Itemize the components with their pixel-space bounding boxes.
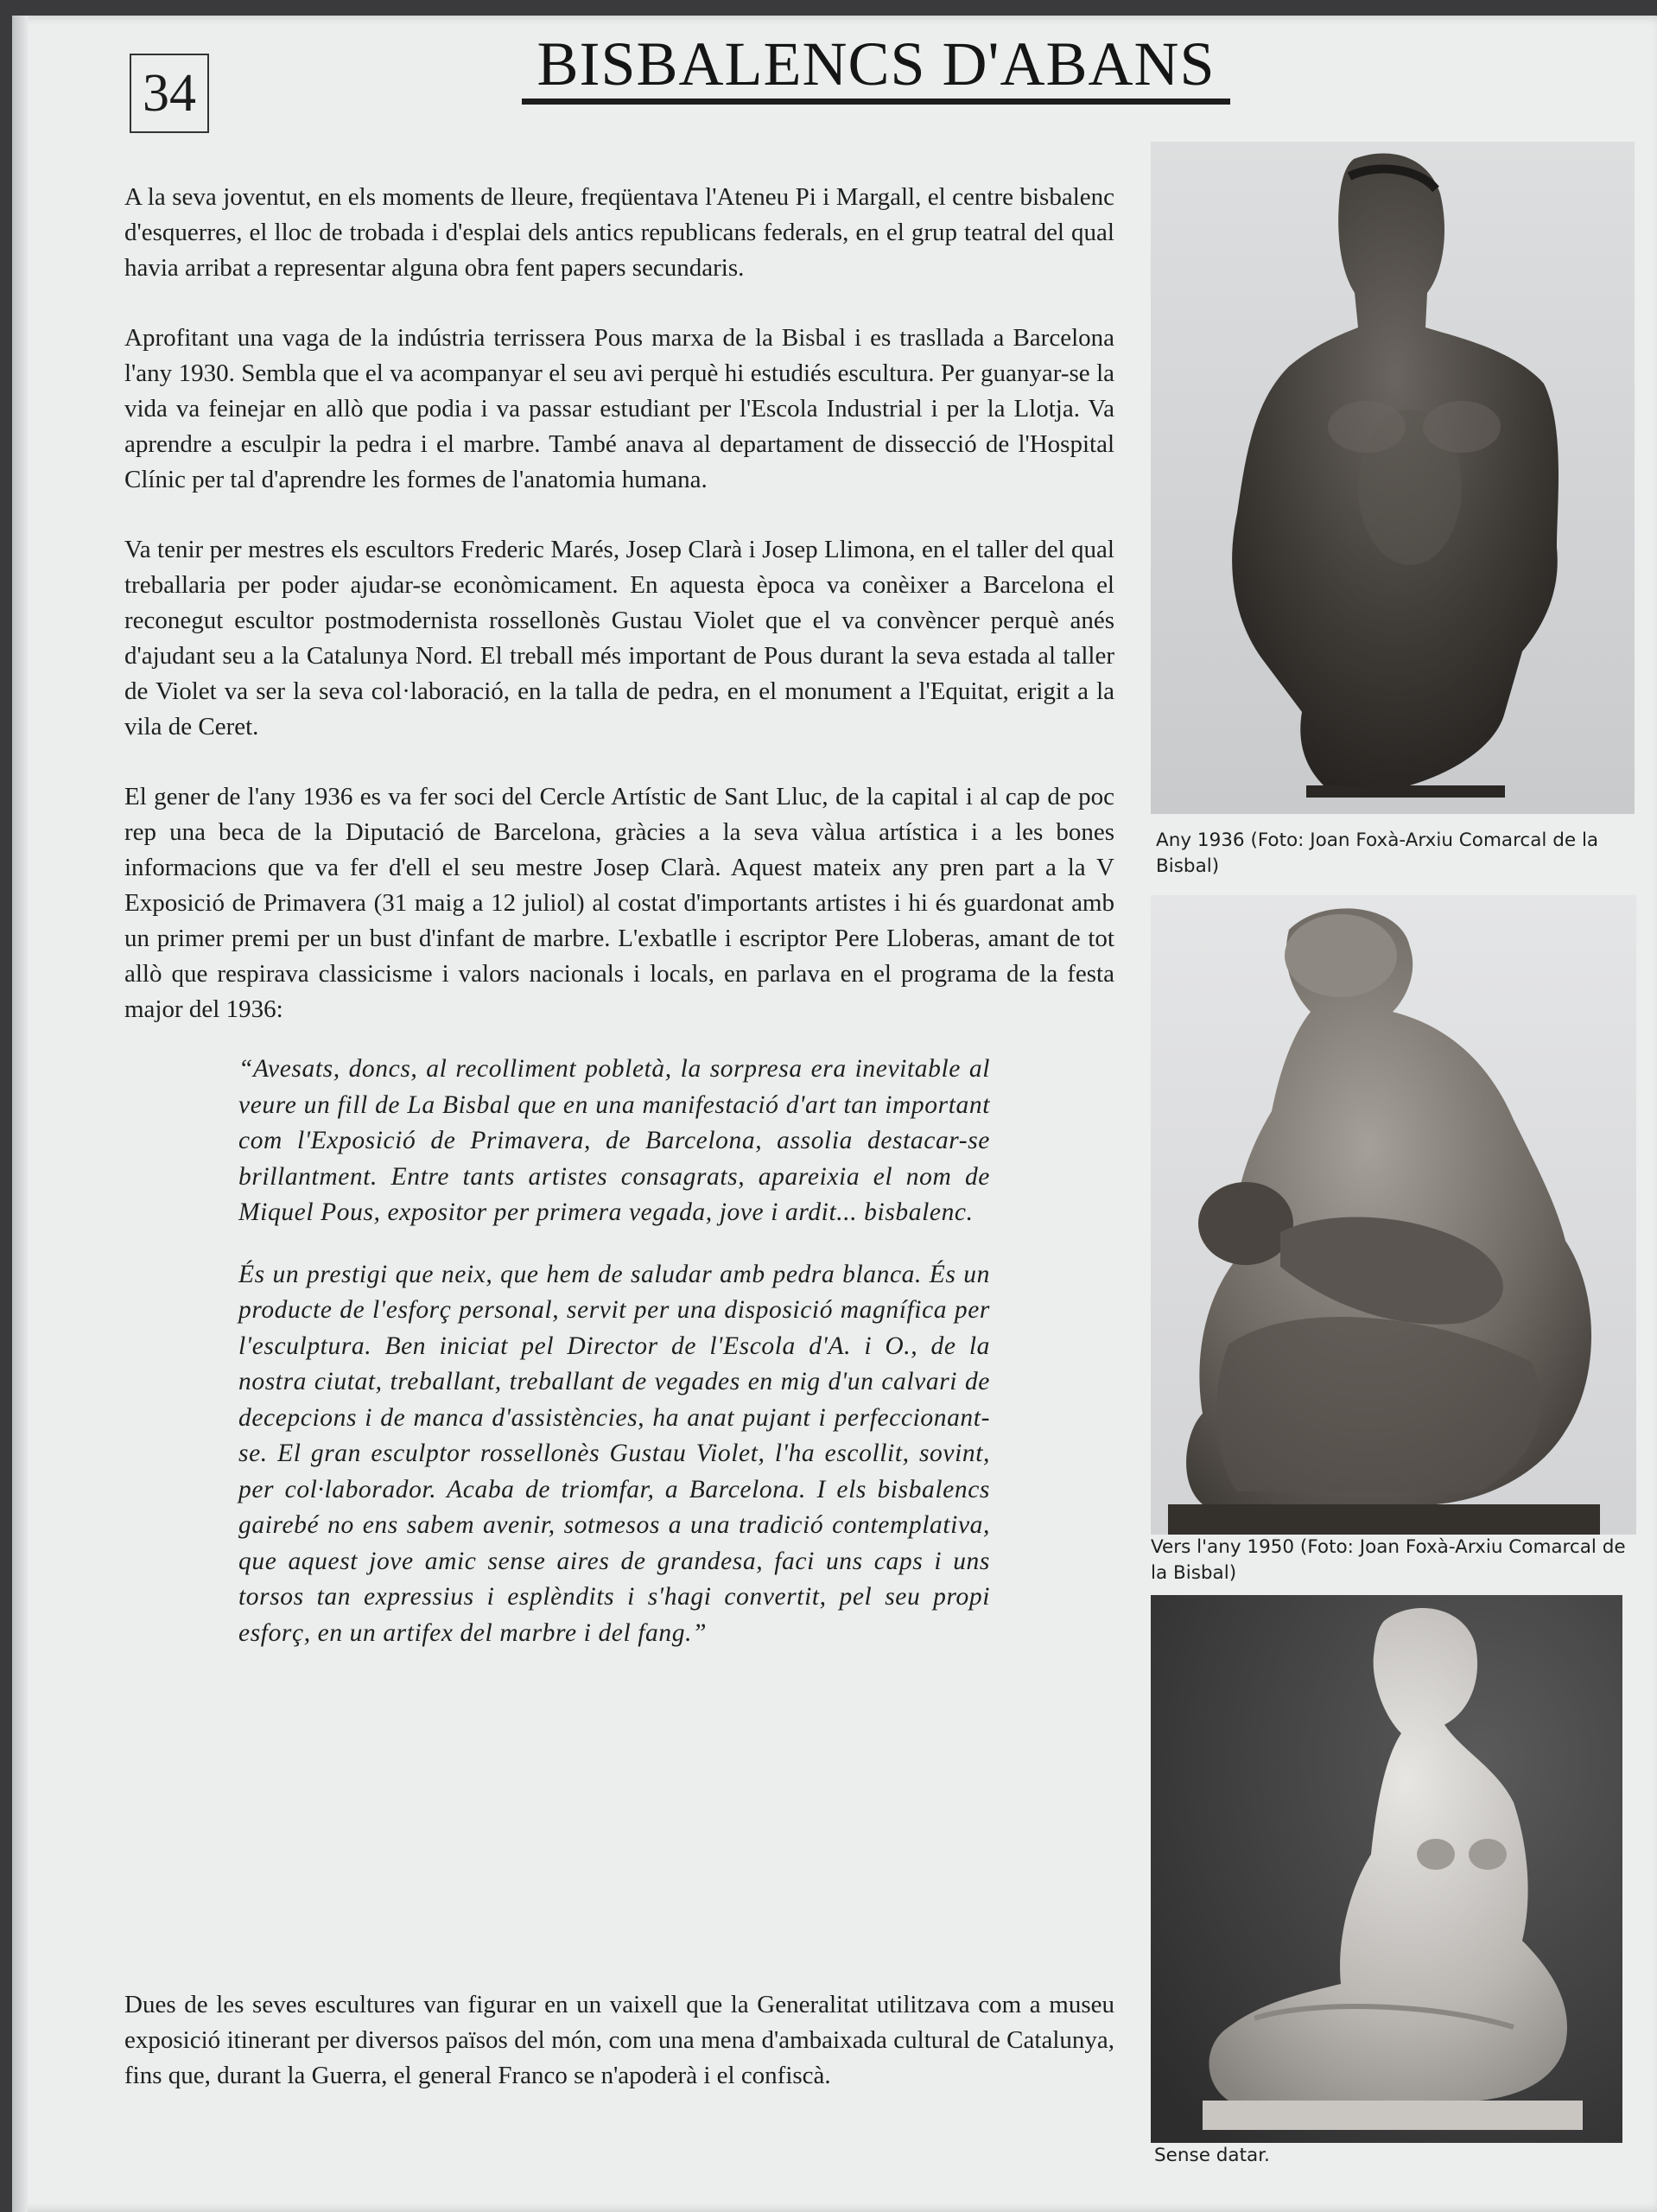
article-body — [124, 180, 1114, 1677]
mother-child-sculpture-photo — [1151, 895, 1636, 1535]
quote-paragraph: “Avesats, doncs, al recolliment pobletà, la sorpresa era inevitable al veure un fill de La Bisbal que en una manifestació d'art tan important com l'Exposició de Primavera, de Barcelona, assolia destacar-se brillantment. Entre tants artistes consagrats, apareixia el nom de Miquel Pous, expositor per primera vegada, jove i ardit... bisbalenc. — [238, 1055, 990, 1226]
paragraph: Aprofitant una vaga de la indústria terrissera Pous marxa de la Bisbal i es trasllada a Barcelona l'any 1930. Sembla que el va acompanyar el seu avi perquè hi estudiés escultura. Per guanyar-se la vida va feinejar en allò que podia i va passar estudiant per l'Escola Industrial i per la Llotja. Va aprendre a esculpir la pedra i el marbre. També anava al departament de dissecció de l'Hospital Clínic per tal d'aprendre les formes de l'anatomia humana. — [124, 324, 1114, 493]
photo-caption: Sense datar. — [1154, 2145, 1270, 2166]
magazine-page — [12, 16, 1657, 2212]
photo-caption: Vers l'any 1950 (Foto: Joan Foxà-Arxiu Comarcal de la Bisbal) — [1151, 1536, 1626, 1584]
paragraph: Va tenir per mestres els escultors Frederic Marés, Josep Clarà i Josep Llimona, en el taller del qual treballaria per poder ajudar-se econòmicament. En aquesta època va conèixer a Barcelona el reconegut escultor postmodernista rossellonès Gustau Violet que el va convèncer perquè anés d'ajudant seu a la Catalunya Nord. El treball més important de Pous durant la seva estada al taller de Violet va ser la seva col·laboració, en la talla de pedra, en el monument a l'Equitat, erigit a la vila de Ceret. — [124, 536, 1114, 741]
kneeling-figure-sculpture-photo — [1151, 1595, 1622, 2143]
block-quote — [238, 1052, 990, 1651]
page-title: BISBALENCS D'ABANS — [536, 29, 1216, 99]
photo-caption: Any 1936 (Foto: Joan Foxà-Arxiu Comarcal de la Bisbal) — [1156, 830, 1599, 877]
quote-paragraph: És un prestigi que neix, que hem de saludar amb pedra blanca. És un producte de l'esforç personal, servit per una disposició magnífica per l'esculptura. Ben iniciat pel Director de l'Escola d'A. i O., de la nostra ciutat, treballant, treballant de vegades en mig d'un calvari de decepcions i de manca d'assistències, ha anat pujant i perfeccionant-se. El gran esculptor rossellonès Gustau Violet, l'ha escollit, sovint, per col·laborador. Acaba de triomfar, a Barcelona. I els bisbalencs gairebé no ens sabem avenir, sotmesos a una tradició contemplativa, que aquest jove amic sense aires de grandesa, faci uns caps i uns torsos tan expressius i esplèndits i s'hagi convertit, pel seu propi esforç, en un artifex del marbre i del fang.” — [238, 1260, 990, 1647]
torso-sculpture-photo — [1151, 142, 1635, 814]
page-number: 34 — [130, 54, 209, 133]
title-underline — [522, 99, 1230, 105]
paragraph: Dues de les seves escultures van figurar en un vaixell que la Generalitat utilitzava com a museu exposició itinerant per diversos països del món, com una mena d'ambaixada cultural de Catalunya, fins que, durant la Guerra, el general Franco se n'apoderà i el confiscà. — [124, 1991, 1114, 2089]
paragraph: A la seva joventut, en els moments de lleure, freqüentava l'Ateneu Pi i Margall, el centre bisbalenc d'esquerres, el lloc de trobada i d'esplai dels antics republicans federals, en el grup teatral del qual havia arribat a representar alguna obra fent papers secundaris. — [124, 183, 1114, 282]
paragraph: El gener de l'any 1936 es va fer soci del Cercle Artístic de Sant Lluc, de la capital i al cap de poc rep una beca de la Diputació de Barcelona, gràcies a la seva vàlua artística i a les bones informacions que va fer d'ell el seu mestre Josep Clarà. Aquest mateix any pren part a la V Exposició de Primavera (31 maig a 12 juliol) al costat d'importants artistes i hi és guardonat amb un primer premi per un bust d'infant de marbre. L'exbatlle i escriptor Pere Lloberas, amant de tot allò que respirava classicisme i valors nacionals i locals, en parlava en el programa de la festa major del 1936: — [124, 783, 1114, 1023]
